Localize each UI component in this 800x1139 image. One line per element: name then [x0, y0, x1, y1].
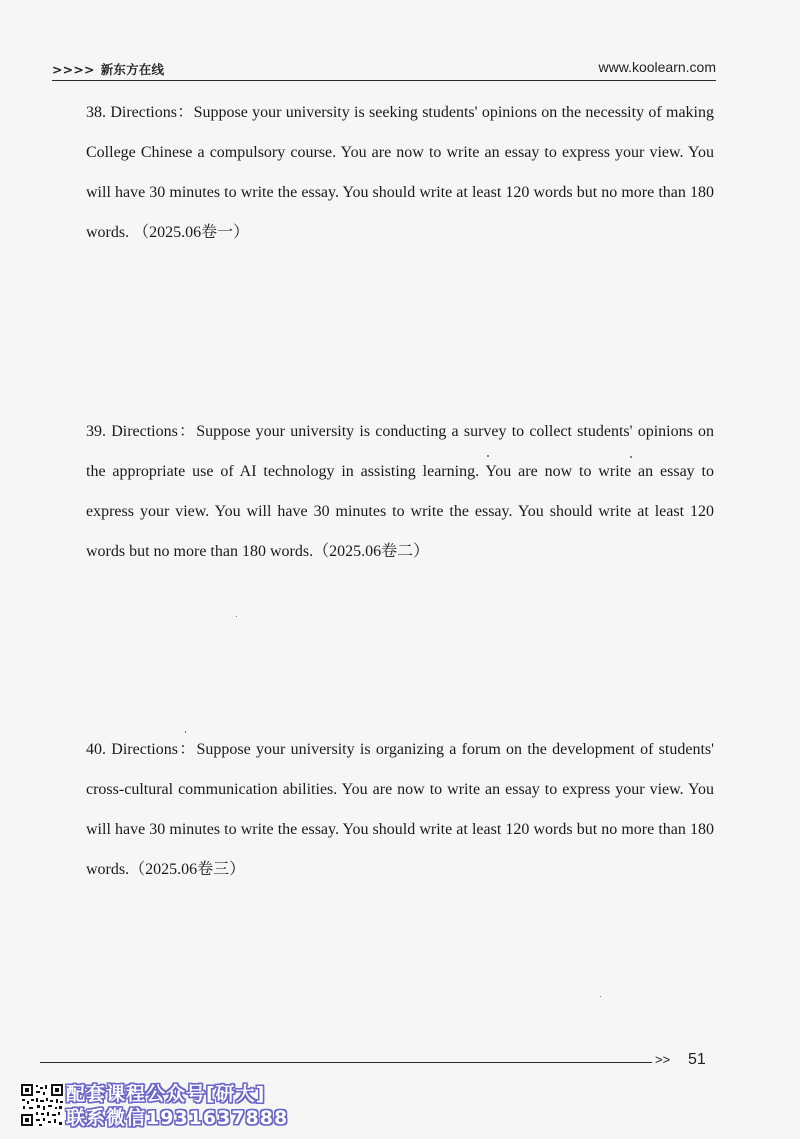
question-38 — [86, 93, 714, 253]
watermark-line-1: 配套课程公众号[研大] — [66, 1083, 266, 1105]
question-number: 38. — [86, 104, 106, 121]
brand-name: 新东方在线 — [100, 62, 165, 77]
question-40 — [86, 730, 714, 890]
brand-label — [52, 60, 164, 78]
watermark-line-2: 联系微信1931637888 — [66, 1107, 289, 1129]
scan-speck — [630, 456, 632, 458]
scan-speck — [236, 616, 237, 617]
qr-code-icon — [20, 1083, 64, 1127]
scan-speck — [600, 996, 601, 997]
scan-speck — [185, 731, 186, 733]
site-url: www.koolearn.com — [598, 59, 716, 75]
question-text: Directions：Suppose your university is organizing a forum on the development of students' cross-cultural communication abilities. You are now to write an essay to express your view. You will have 30 minutes to write the essay. You should write at least 120 words but no more than 180 words.（2025.06卷三） — [86, 741, 715, 878]
scan-speck — [487, 455, 489, 457]
footer-arrow: >> — [655, 1052, 671, 1067]
question-text: Directions：Suppose your university is seeking students' opinions on the necessity of making College Chinese a compulsory course. You are now to write an essay to express your view. You will have 30 minutes to write the essay. You should write at least 120 words but no more than 180 words. （2025.06卷一） — [86, 104, 715, 241]
question-39 — [86, 412, 714, 572]
footer-rule — [40, 1062, 652, 1063]
brand-arrows: >>>> — [52, 62, 95, 77]
question-number: 40. — [86, 741, 106, 758]
question-number: 39. — [86, 423, 106, 440]
page-number: 51 — [688, 1051, 706, 1068]
question-text: Directions：Suppose your university is conducting a survey to collect students' opinions on the appropriate use of AI technology in assisting learning. You are now to write an essay to express your view. You will have 30 minutes to write the essay. You should write at least 120 words but no more than 180 words.（2025.06卷二） — [86, 423, 715, 560]
page-header — [52, 58, 716, 81]
